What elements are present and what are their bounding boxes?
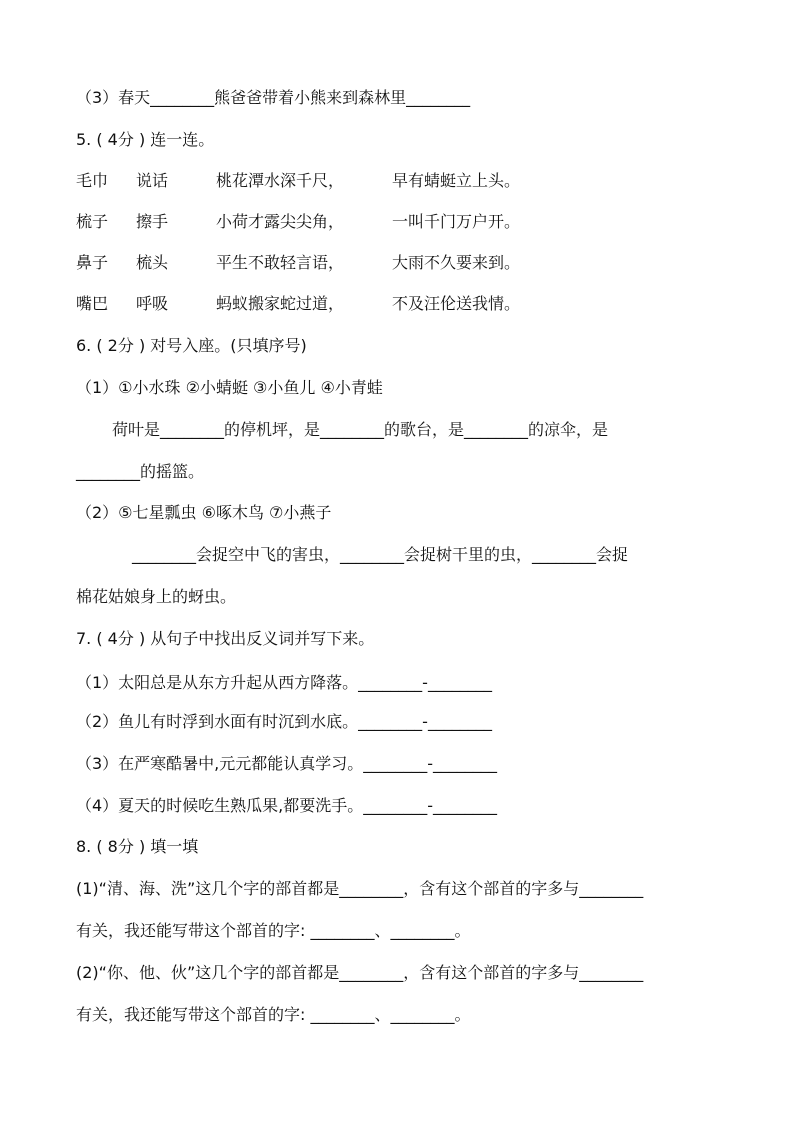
- q5-row-1-d: 早有蜻蜓立上头。: [392, 171, 521, 190]
- q6-part2-line2: 棉花姑娘身上的蚜虫。: [76, 587, 237, 606]
- q7-header: 7. ( 4分 ) 从句子中找出反义词并写下来。: [76, 629, 375, 648]
- q8-header: 8. ( 8分 ) 填一填: [76, 837, 199, 856]
- q6-part1-line2: ________的摇篮。: [76, 462, 205, 481]
- q8-part1-line1: (1)“清、海、洗”这几个字的部首都是________，含有这个部首的字多与________: [76, 879, 644, 898]
- q5-row-2-d: 一叫千门万户开。: [392, 212, 521, 231]
- q5-row-3-b: 梳头: [136, 253, 169, 272]
- q5-row-2: [76, 210, 754, 234]
- q6-part1-line1: 荷叶是________的停机坪，是________的歌台，是________的凉伞，是: [112, 420, 609, 439]
- q7-item-1: （1）太阳总是从东方升起从西方降落。________-________: [76, 673, 492, 692]
- q5-row-1-a: 毛巾: [76, 171, 109, 190]
- q5-row-1-c: 桃花潭水深千尺，: [216, 171, 345, 190]
- q5-row-2-c: 小荷才露尖尖角，: [216, 212, 345, 231]
- q8-part2-line2: 有关，我还能写带这个部首的字: ________、________。: [76, 1005, 471, 1024]
- q5-row-3-c: 平生不敢轻言语，: [216, 253, 345, 272]
- q7-item-4: （4）夏天的时候吃生熟瓜果,都要洗手。________-________: [76, 796, 498, 815]
- q5-row-3-d: 大雨不久要来到。: [392, 253, 521, 272]
- q6-part2-options: （2）⑤七星瓢虫 ⑥啄木鸟 ⑦小燕子: [76, 503, 332, 522]
- q6-part1-options: （1）①小水珠 ②小蜻蜓 ③小鱼儿 ④小青蛙: [76, 378, 383, 397]
- q5-row-3: [76, 251, 754, 275]
- q5-row-4-b: 呼吸: [136, 294, 169, 313]
- q7-item-3: （3）在严寒酷暑中,元元都能认真学习。________-________: [76, 754, 498, 773]
- q5-row-1: [76, 169, 754, 193]
- q6-header: 6. ( 2分 ) 对号入座。(只填序号): [76, 336, 307, 355]
- q8-part1-line2: 有关，我还能写带这个部首的字: ________、________。: [76, 921, 471, 940]
- q8-part2-line1: (2)“你、他、伙”这几个字的部首都是________，含有这个部首的字多与________: [76, 963, 644, 982]
- q5-row-4-c: 蚂蚁搬家蛇过道，: [216, 294, 345, 313]
- q5-row-4-d: 不及汪伦送我情。: [392, 294, 521, 313]
- q5-row-2-b: 擦手: [136, 212, 169, 231]
- q5-row-2-a: 梳子: [76, 212, 109, 231]
- q5-header: 5. ( 4分 ) 连一连。: [76, 130, 215, 149]
- q5-row-4: [76, 292, 754, 316]
- q4-item-3: （3）春天________熊爸爸带着小熊来到森林里________: [76, 88, 471, 107]
- q5-row-4-a: 嘴巴: [76, 294, 109, 313]
- q5-row-3-a: 鼻子: [76, 253, 109, 272]
- q6-part2-line1: ________会捉空中飞的害虫，________会捉树干里的虫，________会捉: [132, 545, 629, 564]
- q5-row-1-b: 说话: [136, 171, 169, 190]
- q7-item-2: （2）鱼儿有时浮到水面有时沉到水底。________-________: [76, 712, 492, 731]
